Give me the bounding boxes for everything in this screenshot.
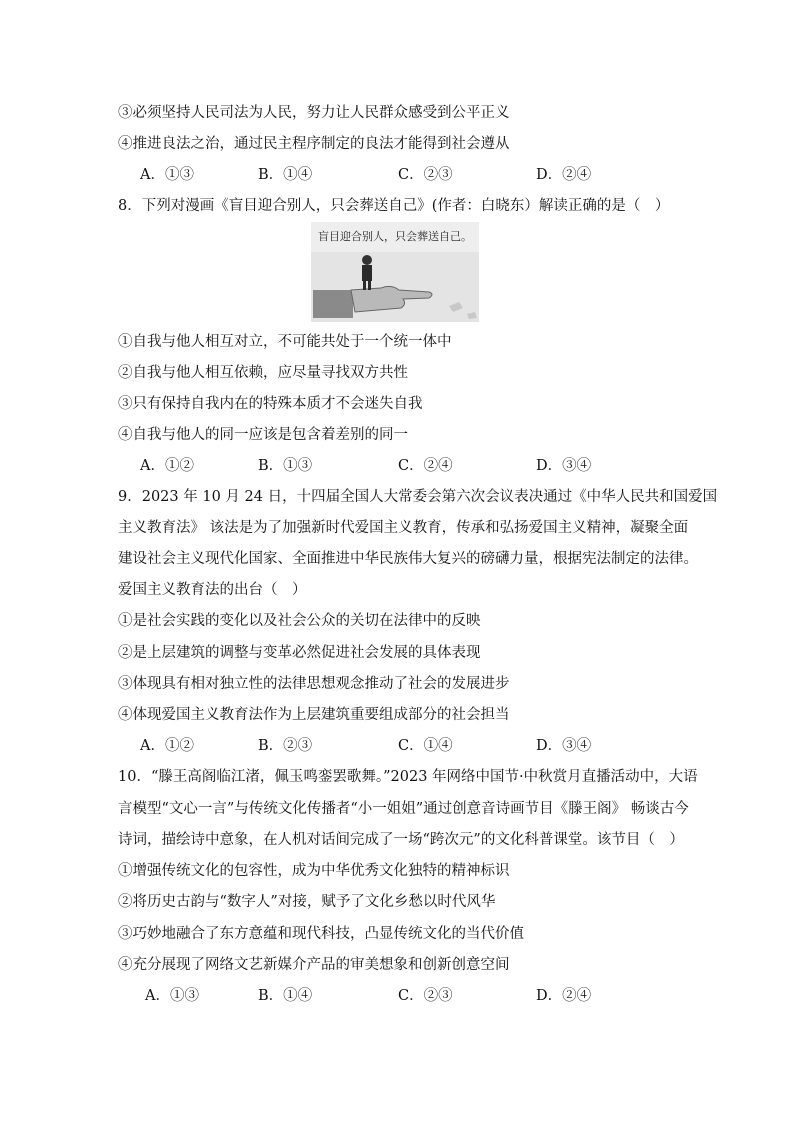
- q8-option-c: C．②④: [398, 458, 453, 474]
- q9-statement-1: ①是社会实践的变化以及社会公众的关切在法律中的反映: [118, 613, 481, 629]
- q9-stem-line-2: 主义教育法》 该法是为了加强新时代爱国主义教育，传承和弘扬爱国主义精神，凝聚全面: [118, 520, 689, 536]
- q10-statement-4: ④充分展现了网络文艺新媒介产品的审美想象和创新创意空间: [118, 957, 510, 973]
- q9-option-d: D．③④: [536, 738, 592, 754]
- q9-statement-4: ④体现爱国主义教育法作为上层建筑重要组成部分的社会担当: [118, 707, 510, 723]
- q7-statement-3: ③必须坚持人民司法为人民，努力让人民群众感受到公平正义: [118, 105, 510, 121]
- q10-statement-2: ②将历史古韵与“数字人”对接，赋予了文化乡愁以时代风华: [118, 894, 496, 910]
- q9-stem-line-1: 9．2023 年 10 月 24 日，十四届全国人大常委会第六次会议表决通过《中华人民共和国爱国: [118, 489, 718, 505]
- q7-option-d: D．②④: [536, 167, 592, 183]
- q9-stem-line-3: 建设社会主义现代化国家、全面推进中华民族伟大复兴的磅礴力量，根据宪法制定的法律。: [118, 551, 698, 567]
- q7-option-a: A．①③: [140, 167, 194, 183]
- q7-option-c: C．②③: [398, 167, 453, 183]
- q10-stem-line-2: 言模型“文心一言”与传统文化传播者“小一姐姐”通过创意音诗画节目《滕王阁》 畅谈古今: [118, 801, 689, 817]
- q10-option-d: D．②④: [536, 988, 592, 1004]
- q10-option-a: A．①③: [145, 988, 199, 1004]
- q7-statement-4: ④推进良法之治，通过民主程序制定的良法才能得到社会遵从: [118, 136, 510, 152]
- q10-statement-1: ①增强传统文化的包容性，成为中华优秀文化独特的精神标识: [118, 863, 510, 879]
- q9-option-b: B．②③: [258, 738, 313, 754]
- q10-statement-3: ③巧妙地融合了东方意蕴和现代科技，凸显传统文化的当代价值: [118, 926, 524, 942]
- q8-option-d: D．③④: [536, 458, 592, 474]
- q9-stem-line-4: 爱国主义教育法的出台（ ）: [118, 582, 307, 598]
- q9-statement-2: ②是上层建筑的调整与变革必然促进社会发展的具体表现: [118, 645, 481, 661]
- q10-stem-line-1: 10．“滕王高阁临江渚，佩玉鸣銮罢歌舞。”2023 年网络中国节·中秋赏月直播活动中，大语: [118, 769, 698, 785]
- cartoon-illustration: [311, 222, 479, 322]
- q10-option-b: B．①④: [258, 988, 313, 1004]
- q8-option-b: B．①③: [258, 458, 313, 474]
- q8-statement-2: ②自我与他人相互依赖，应尽量寻找双方共性: [118, 365, 408, 381]
- q7-option-b: B．①④: [258, 167, 313, 183]
- q10-option-c: C．②③: [398, 988, 453, 1004]
- q8-option-a: A．①②: [140, 458, 194, 474]
- q8-statement-1: ①自我与他人相互对立，不可能共处于一个统一体中: [118, 334, 452, 350]
- q8-statement-4: ④自我与他人的同一应该是包含着差别的同一: [118, 427, 408, 443]
- q8-statement-3: ③只有保持自我内在的特殊本质才不会迷失自我: [118, 396, 423, 412]
- cartoon-caption: 盲目迎合别人，只会葬送自己。: [318, 230, 472, 243]
- q8-cartoon: [311, 222, 479, 322]
- q8-stem: 8．下列对漫画《盲目迎合别人，只会葬送自己》(作者：白晓东）解读正确的是（ ）: [118, 198, 670, 214]
- q9-option-c: C．①④: [398, 738, 453, 754]
- q9-option-a: A．①②: [140, 738, 194, 754]
- q9-statement-3: ③体现具有相对独立性的法律思想观念推动了社会的发展进步: [118, 676, 510, 692]
- q10-stem-line-3: 诗词，描绘诗中意象，在人机对话间完成了一场“跨次元”的文化科普课堂。该节目（ ）: [118, 832, 684, 848]
